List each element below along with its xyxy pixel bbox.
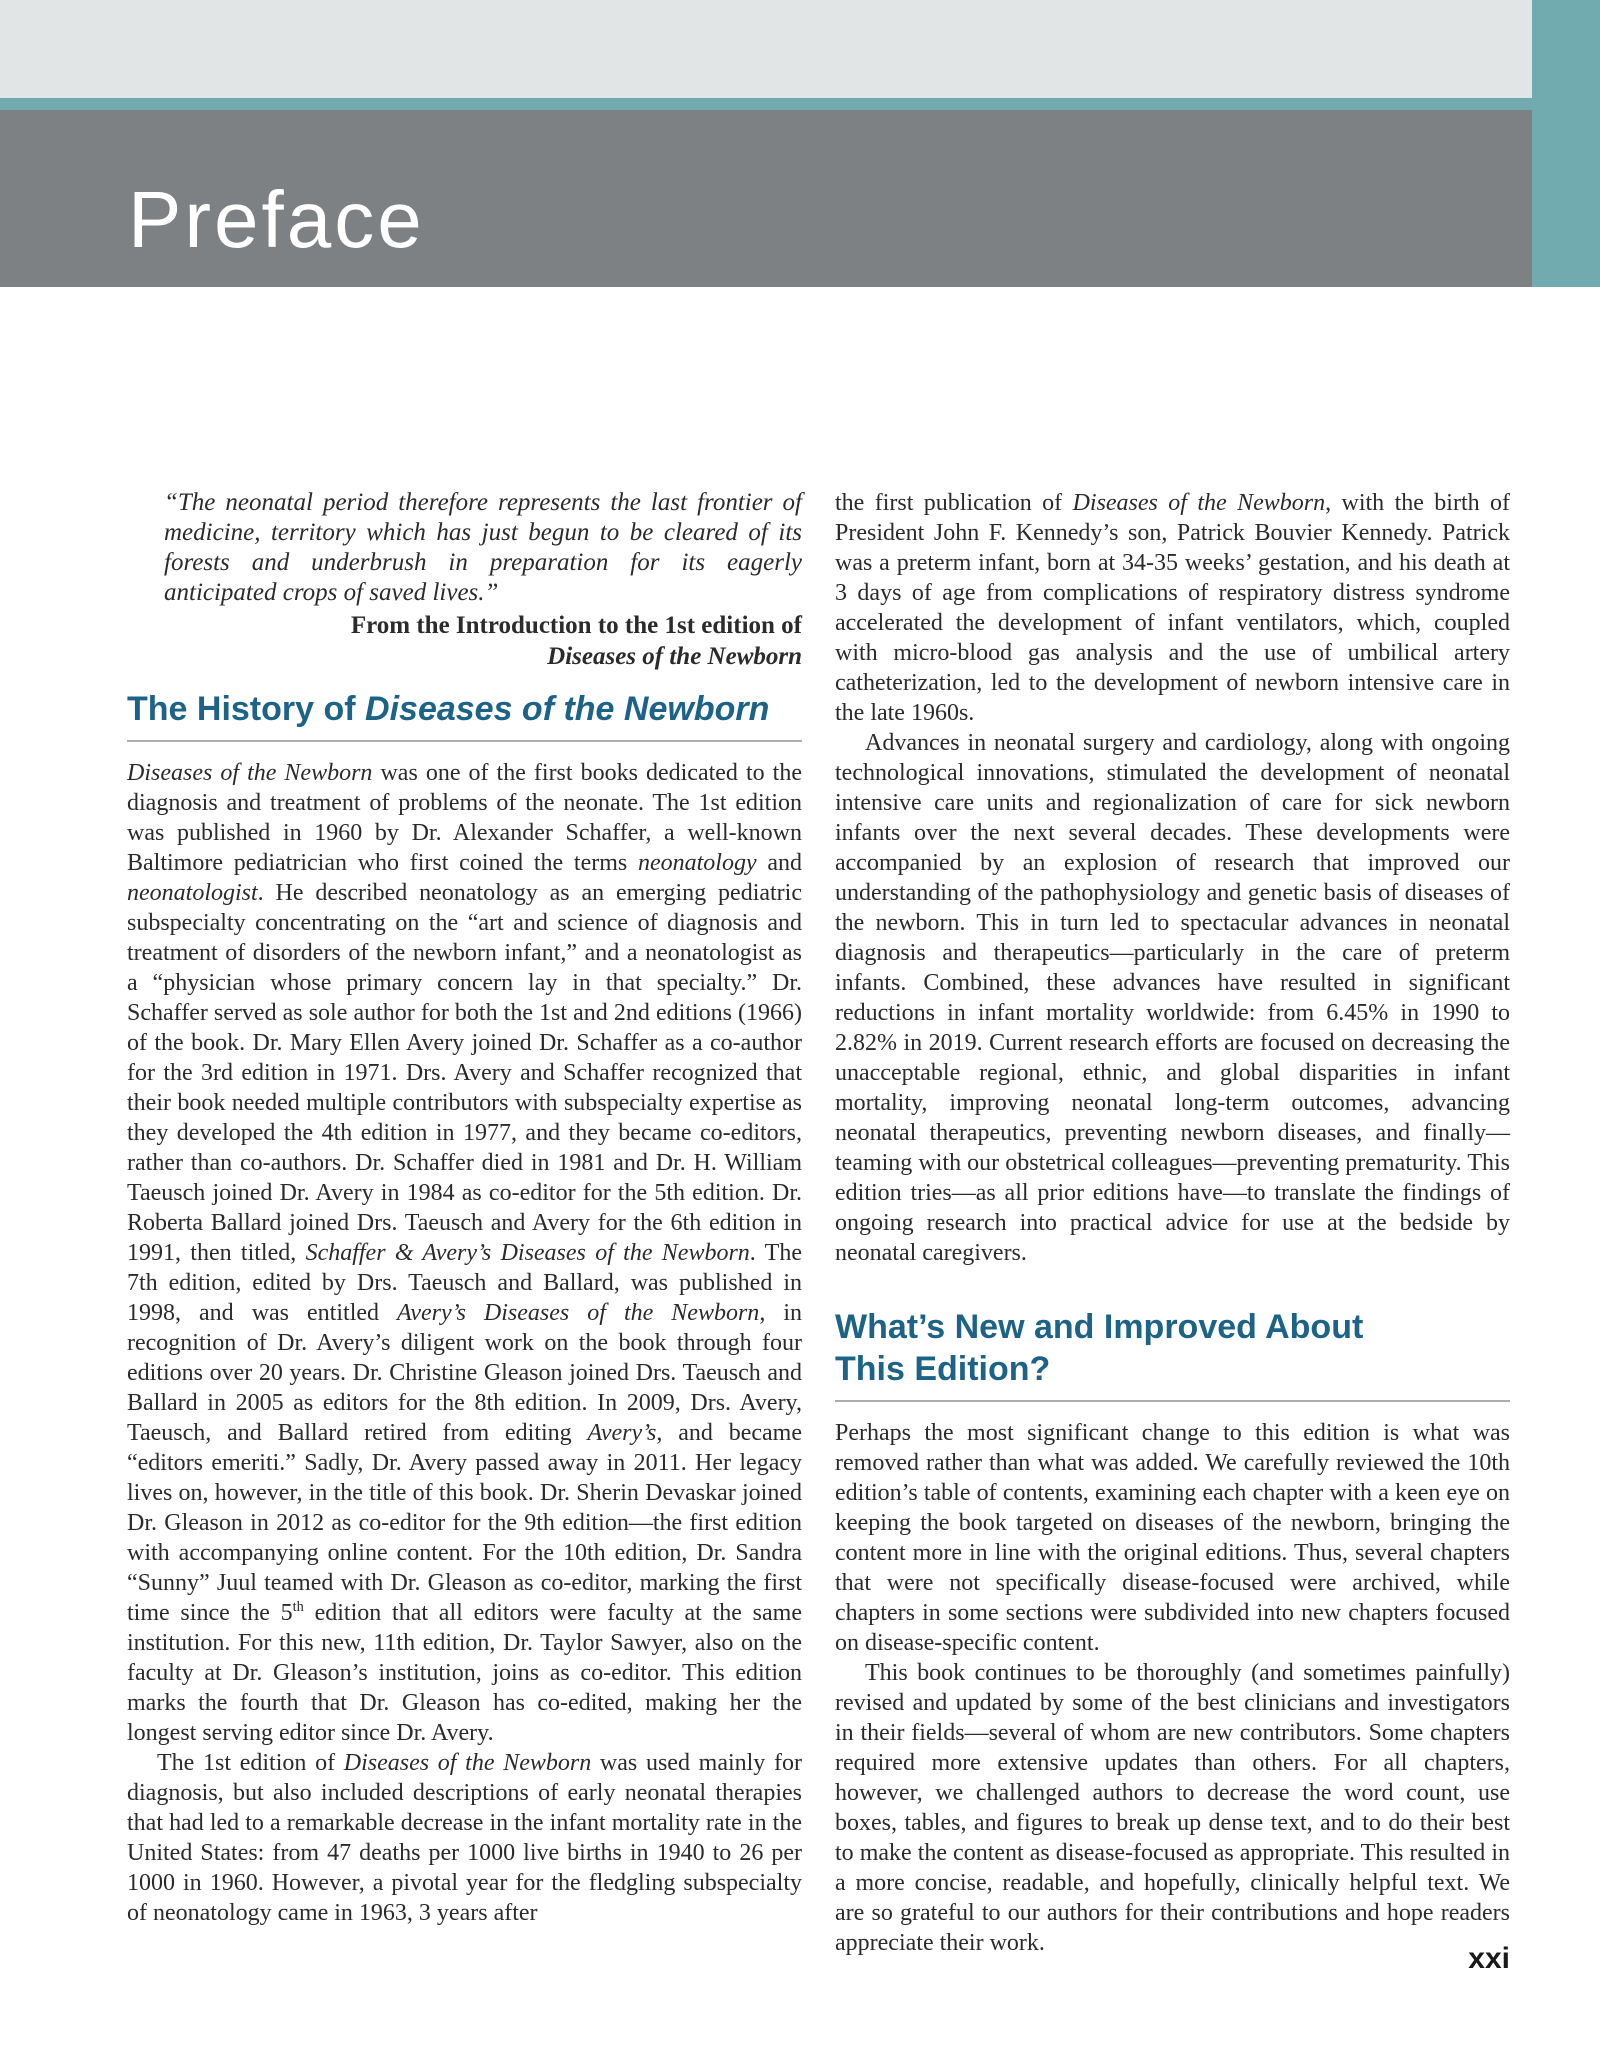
right-column [835,488,1510,1958]
top-light-gray-bar [0,0,1532,98]
quote-attribution [127,610,802,672]
heading-rule [127,740,802,742]
teal-accent-column [1532,0,1600,287]
heading-rule [835,1400,1510,1402]
two-column-content [127,488,1510,1958]
attribution-book-title: Diseases of the Newborn [547,643,802,670]
page-number: xxi [1468,1942,1510,1975]
chapter-banner [0,110,1532,287]
epigraph-quote: “The neonatal period therefore represents the last frontier of medicine, territory which has just begun to be cleared of its forests and underbrush in preparation for its eagerly anticipated crops of saved lives.” [164,489,802,606]
paragraph: Perhaps the most significant change to this edition is what was removed rather than what was added. We carefully reviewed the 10th edition’s table of contents, examining each chapter with a keen eye on keeping the book targeted on diseases of the newborn, bringing the content more in line with the original editions. Thus, several chapters that were not specifically disease-focused were archived, while chapters in some sections were subdivided into new chapters focused on disease-specific content. [835,1420,1510,1656]
teal-accent-strip [0,98,1600,110]
paragraph: This book continues to be thoroughly (and sometimes painfully) revised and updated by some of the best clinicians and investigators in their fields—several of whom are new contributors. Some chapters required more extensive updates than others. For all chapters, however, we challenged authors to decrease the word count, use boxes, tables, and figures to break up dense text, and to do their best to make the content as disease-focused as appropriate. This resulted in a more concise, readable, and hopefully, clinically helpful text. We are so grateful to our authors for their contributions and hope readers appreciate their work. [835,1660,1510,1956]
section-heading-whats-new: What’s New and Improved About This Edition? [835,1308,1364,1388]
page-title: Preface [128,175,425,264]
paragraph: the first publication of Diseases of the Newborn, with the birth of President John F. Kennedy’s son, Patrick Bouvier Kennedy. Patrick was a preterm infant, born at 34-35 weeks’ gestation, and his death at 3 days of age from complications of respiratory distress syndrome accelerated the development of infant ventilators, which, coupled with micro-blood gas analysis and the use of umbilical artery catheterization, led to the development of newborn intensive care in the late 1960s. [835,490,1511,726]
left-column [127,488,802,1958]
paragraph: The 1st edition of Diseases of the Newborn was used mainly for diagnosis, but also included descriptions of early neonatal therapies that had led to a remarkable decrease in the infant mortality rate in the United States: from 47 deaths per 1000 live births in 1940 to 26 per 1000 in 1960. However, a pivotal year for the fledgling subspecialty of neonatology came in 1963, 3 years after [127,1750,802,1926]
attribution-source: From the Introduction to the 1st edition of [350,612,802,639]
section-heading-history: The History of Diseases of the Newborn [127,690,770,728]
paragraph: Advances in neonatal surgery and cardiology, along with ongoing technological innovations, stimulated the development of neonatal intensive care units and regionalization of care for sick newborn infants over the next several decades. These developments were accompanied by an explosion of research that improved our understanding of the pathophysiology and genetic basis of diseases of the newborn. This in turn led to spectacular advances in neonatal diagnosis and therapeutics—particularly in the care of preterm infants. Combined, these advances have resulted in significant reductions in infant mortality worldwide: from 6.45% in 1990 to 2.82% in 2019. Current research efforts are focused on decreasing the unacceptable regional, ethnic, and global disparities in infant mortality, improving neonatal long-term outcomes, advancing neonatal therapeutics, preventing newborn diseases, and finally—teaming with our obstetrical colleagues—preventing prematurity. This edition tries—as all prior editions have—to translate the findings of ongoing research into practical advice for use at the bedside by neonatal caregivers. [835,730,1510,1266]
paragraph: Diseases of the Newborn was one of the first books dedicated to the diagnosis and treatment of problems of the neonate. The 1st edition was published in 1960 by Dr. Alexander Schaffer, a well-known Baltimore pediatrician who first coined the terms neonatology and neonatologist. He described neonatology as an emerging pediatric subspecialty concentrating on the “art and science of diagnosis and treatment of disorders of the newborn infant,” and a neonatologist as a “physician whose primary concern lay in that specialty.” Dr. Schaffer served as sole author for both the 1st and 2nd editions (1966) of the book. Dr. Mary Ellen Avery joined Dr. Schaffer as a co-author for the 3rd edition in 1971. Drs. Avery and Schaffer recognized that their book needed multiple contributors with subspecialty expertise as they developed the 4th edition in 1977, and they became co-editors, rather than co-authors. Dr. Schaffer died in 1981 and Dr. H. William Taeusch joined Dr. Avery in 1984 as co-editor for the 5th edition. Dr. Roberta Ballard joined Drs. Taeusch and Avery for the 6th edition in 1991, then titled, Schaffer & Avery’s Diseases of the Newborn. The 7th edition, edited by Drs. Taeusch and Ballard, was published in 1998, and was entitled Avery’s Diseases of the Newborn, in recognition of Dr. Avery’s diligent work on the book through four editions over 20 years. Dr. Christine Gleason joined Drs. Taeusch and Ballard in 2005 as editors for the 8th edition. In 2009, Drs. Avery, Taeusch, and Ballard retired from editing Avery’s, and became “editors emeriti.” Sadly, Dr. Avery passed away in 2011. Her legacy lives on, however, in the title of this book. Dr. Sherin Devaskar joined Dr. Gleason in 2012 as co-editor for the 9th edition—the first edition with accompanying online content. For the 10th edition, Dr. Sandra “Sunny” Juul teamed with Dr. Gleason as co-editor, marking the first time since the 5th edition that all editors were faculty at the same institution. For this new, 11th edition, Dr. Taylor Sawyer, also on the faculty at Dr. Gleason’s institution, joins as co-editor. This edition marks the fourth that Dr. Gleason has co-edited, making her the longest serving editor since Dr. Avery. [127,760,802,1746]
